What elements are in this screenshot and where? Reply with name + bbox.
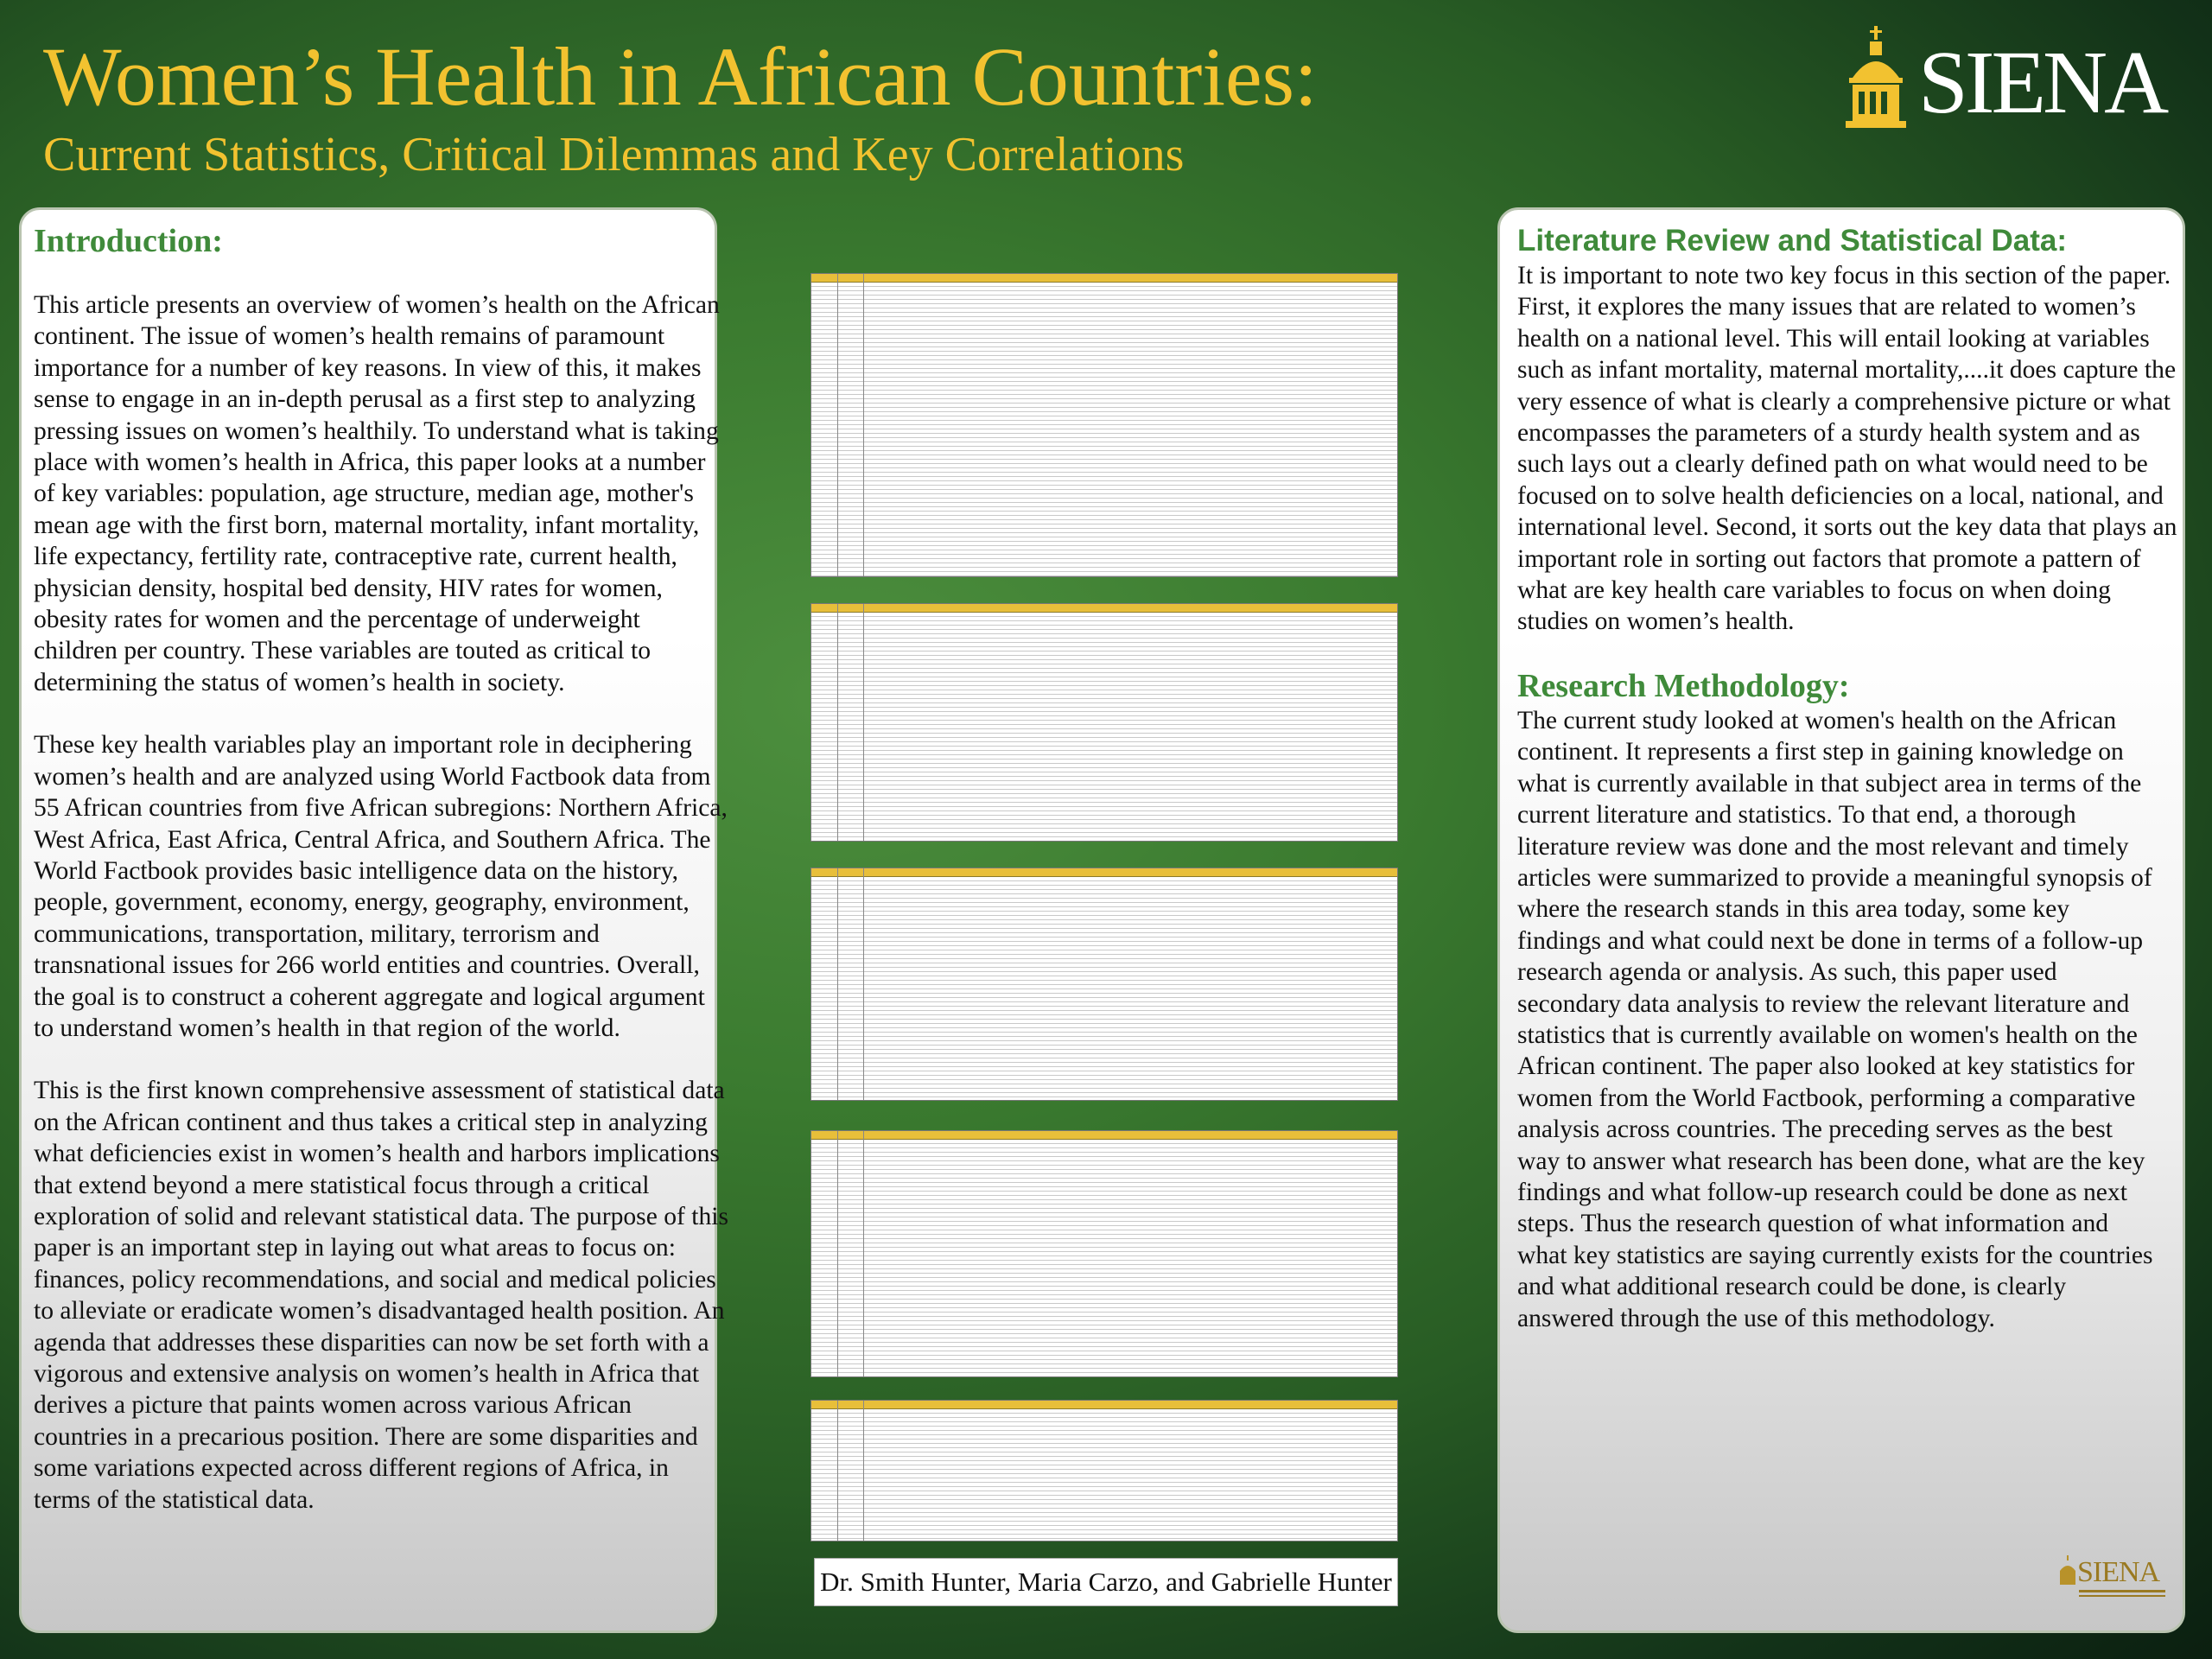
logo-wordmark: SIENA xyxy=(1918,33,2166,132)
table-central-africa xyxy=(810,868,1398,1101)
table-west-africa xyxy=(810,603,1398,842)
table-east-africa xyxy=(810,1130,1398,1377)
literature-paragraph: It is important to note two key focus in this section of the paper. First, it explores the many issues that are related to women’s health on a national level. This will entail looking at variables such as infant mortality, maternal mortality,....it does capture the very essence of what is clearly a comprehensive picture or what encompasses the parameters of a sturdy health system and as such lays out a clearly defined path on what would need to be focused on to solve health deficiencies on a local, national, and international level. Second, it sorts out the key data that plays an important role in sorting out factors that promote a pattern of what are key health care variables to focus on when doing studies on women’s health. xyxy=(1517,262,2177,636)
authors: Dr. Smith Hunter, Maria Carzo, and Gabrielle Hunter xyxy=(820,1567,1392,1597)
introduction-paragraph-3: This is the first known comprehensive assessment of statistical data on the African continent and thus takes a critical step in analyzing what deficiencies exist in women’s health and harbors implications that extend beyond a mere statistical focus through a critical exploration of solid and relevant statistical data. The purpose of this paper is an important step in laying out what areas to focus on: finances, policy recommendations, and social and medical policies to alleviate or eradicate women’s disadvantaged health position. An agenda that addresses these disparities can now be set forth with a vigorous and extensive analysis on women’s health in Africa that derives a picture that paints women across various African countries in a precarious position. There are some disparities and some variations expected across different regions of Africa, in terms of the statistical data. xyxy=(34,1077,729,1514)
literature-heading: Literature Review and Statistical Data: xyxy=(1517,224,2068,257)
literature-panel xyxy=(1497,207,2185,1633)
introduction-panel xyxy=(19,207,729,1633)
authors-box xyxy=(814,1558,1398,1606)
methodology-heading: Research Methodology: xyxy=(1517,667,1850,704)
table-northern-africa xyxy=(810,273,1398,577)
poster-title: Women’s Health in African Countries: xyxy=(43,30,1318,123)
introduction-paragraph-1: This article presents an overview of women’s health on the African continent. The issue of women’s health remains of paramount importance for a number of key reasons. In view of this, it makes sense to engage in an in-depth perusal as a first step to analyzing pressing issues on women’s healthily. To understand what is taking place with women’s health in Africa, this paper looks at a number of key variables: population, age structure, median age, mother's mean age with the first born, maternal mortality, infant mortality, life expectancy, fertility rate, contraceptive rate, current health, physician density, hospital bed density, HIV rates for women, obesity rates for women and the percentage of underweight children per country. These variables are touted as critical to determining the status of women’s health in society. xyxy=(34,291,720,696)
small-dome-icon xyxy=(2056,1555,2079,1588)
small-logo-wordmark: SIENA xyxy=(2077,1556,2160,1588)
siena-small-logo xyxy=(2056,1555,2169,1607)
introduction-paragraph-2: These key health variables play an important role in deciphering women’s health and are analyzed using World Factbook data from 55 African countries from five African subregions: Northern Africa, West Africa, East Africa, Central Africa, and Southern Africa. The World Factbook provides basic intelligence data on the history, people, government, economy, energy, geography, environment, communications, transportation, military, terrorism and transnational issues for 266 world entities and countries. Overall, the goal is to construct a coherent aggregate and logical argument to understand women’s health in that region of the world. xyxy=(34,731,728,1042)
dome-icon xyxy=(1832,24,1918,137)
introduction-heading: Introduction: xyxy=(34,223,223,259)
table-southern-africa xyxy=(810,1400,1398,1541)
siena-logo xyxy=(1832,24,2169,137)
methodology-paragraph: The current study looked at women's health on the African continent. It represents a first step in gaining knowledge on what is currently available in that subject area in terms of the current literature and statistics. To that end, a thorough literature review was done and the most relevant and timely articles were summarized to provide a meaningful synopsis of where the research stands in this area today, some key findings and what could next be done in terms of a follow-up research agenda or analysis. As such, this paper used secondary data analysis to review the relevant literature and statistics that is currently available on women's health on the African continent. The paper also looked at key statistics for women from the World Factbook, performing a comparative analysis across countries. The preceding serves as the best way to answer what research has been done, what are the key findings and what follow-up research could be done as next steps. Thus the research question of what information and what key statistics are saying currently exists for the countries and what additional research could be done, is clearly answered through the use of this methodology. xyxy=(1517,706,2153,1332)
poster-subtitle: Current Statistics, Critical Dilemmas and Key Correlations xyxy=(43,128,1185,181)
